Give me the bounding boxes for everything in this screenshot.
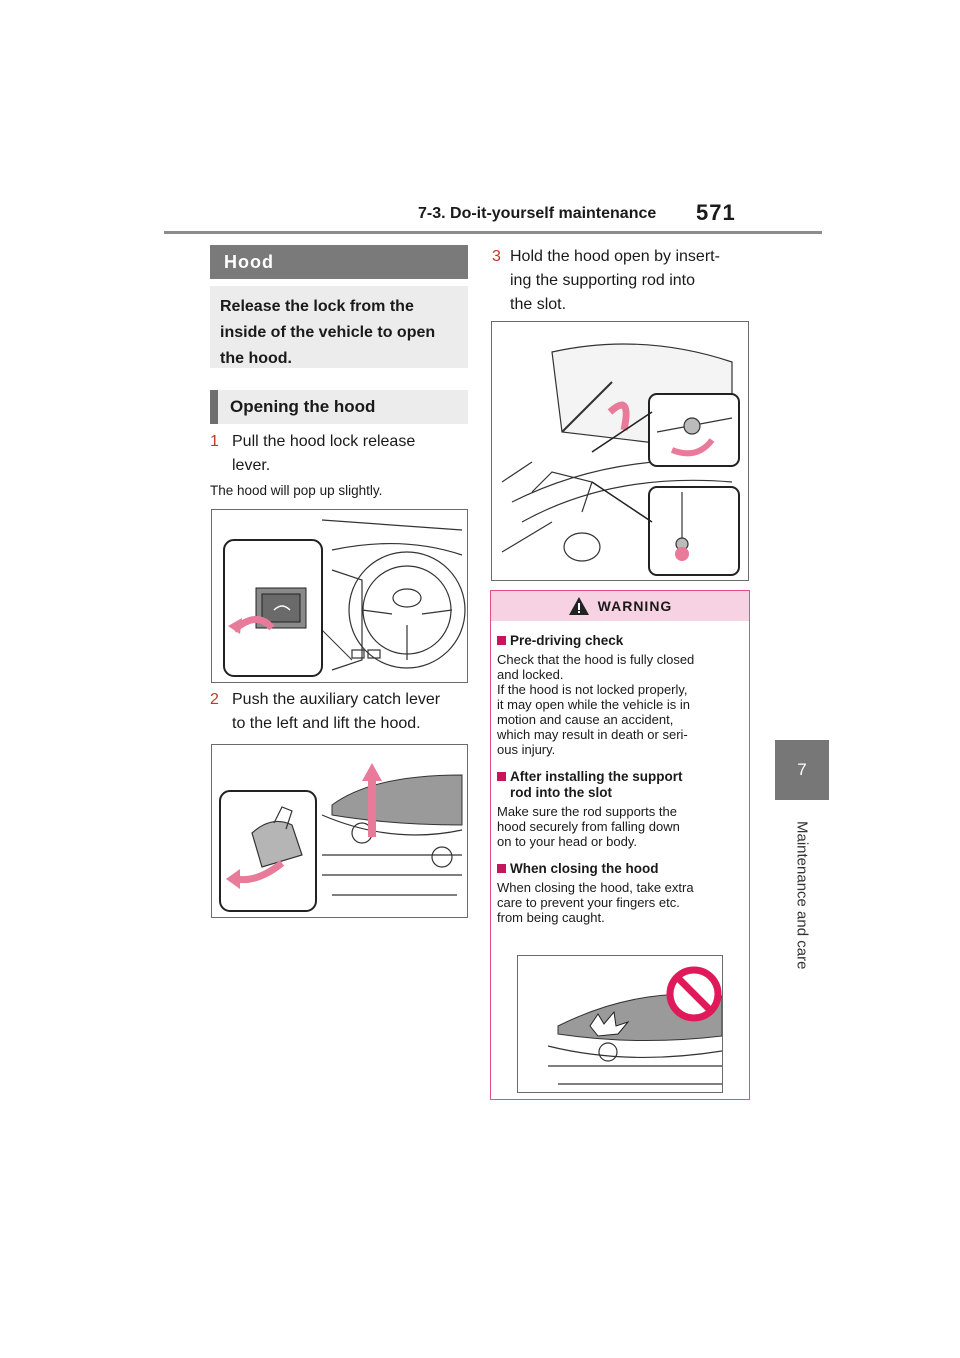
chapter-number: 7 bbox=[797, 760, 807, 779]
warning-item-title: When closing the hood bbox=[497, 861, 743, 877]
auxiliary-catch-lever-illustration bbox=[211, 744, 468, 918]
warning-item-text: When closing the hood, take extra care to prevent your fingers etc. from being caught. bbox=[497, 880, 694, 925]
square-bullet-icon bbox=[497, 864, 506, 873]
step-number: 2 bbox=[210, 691, 219, 708]
step-3 bbox=[492, 245, 762, 313]
step-text-line: Hold the hood open by insert- bbox=[510, 248, 720, 265]
support-rod-illustration bbox=[491, 321, 749, 581]
step-number: 3 bbox=[492, 248, 501, 265]
header-divider bbox=[164, 231, 822, 234]
step-text-line: ing the supporting rod into bbox=[510, 272, 696, 289]
step-1 bbox=[210, 430, 468, 474]
hood-release-lever-illustration bbox=[211, 509, 468, 683]
intro-text: Release the lock from the inside of the vehicle to open the hood. bbox=[210, 286, 468, 368]
step-2 bbox=[210, 688, 468, 732]
step-text-line: Pull the hood lock release bbox=[232, 433, 416, 450]
warning-item-title: After installing the support rod into the slot bbox=[497, 769, 743, 801]
warning-triangle-icon bbox=[568, 596, 590, 616]
square-bullet-icon bbox=[497, 772, 506, 781]
step-text-line: to the left and lift the hood. bbox=[232, 715, 421, 732]
warning-box bbox=[490, 590, 750, 1100]
section-heading-opening: Opening the hood bbox=[210, 390, 468, 424]
step-text-line: Push the auxiliary catch lever bbox=[232, 691, 441, 708]
step-text-line: the slot. bbox=[510, 296, 567, 313]
warning-header bbox=[491, 591, 749, 621]
warning-item-title: Pre-driving check bbox=[497, 633, 743, 649]
warning-item-text: Make sure the rod supports the hood securely from falling down on to your head or body. bbox=[497, 804, 680, 849]
chapter-tab bbox=[775, 740, 829, 800]
closing-hood-prohibited-illustration bbox=[517, 955, 723, 1093]
step-1-caption: The hood will pop up slightly. bbox=[210, 483, 383, 498]
warning-item-text: Check that the hood is fully closed and locked. If the hood is not locked properly, it may open while the vehicle is in motion and cause an accident, which may result in death or seri- ous injury. bbox=[497, 652, 695, 757]
section-header: 7-3. Do-it-yourself maintenance bbox=[418, 205, 657, 222]
step-text-line: lever. bbox=[232, 457, 271, 474]
chapter-title: Maintenance and care bbox=[793, 820, 811, 970]
chapter-label bbox=[775, 800, 829, 990]
section-heading-hood: Hood bbox=[210, 245, 468, 279]
warning-title: WARNING bbox=[597, 598, 673, 614]
page-number: 571 bbox=[696, 200, 736, 225]
square-bullet-icon bbox=[497, 636, 506, 645]
step-number: 1 bbox=[210, 433, 219, 450]
